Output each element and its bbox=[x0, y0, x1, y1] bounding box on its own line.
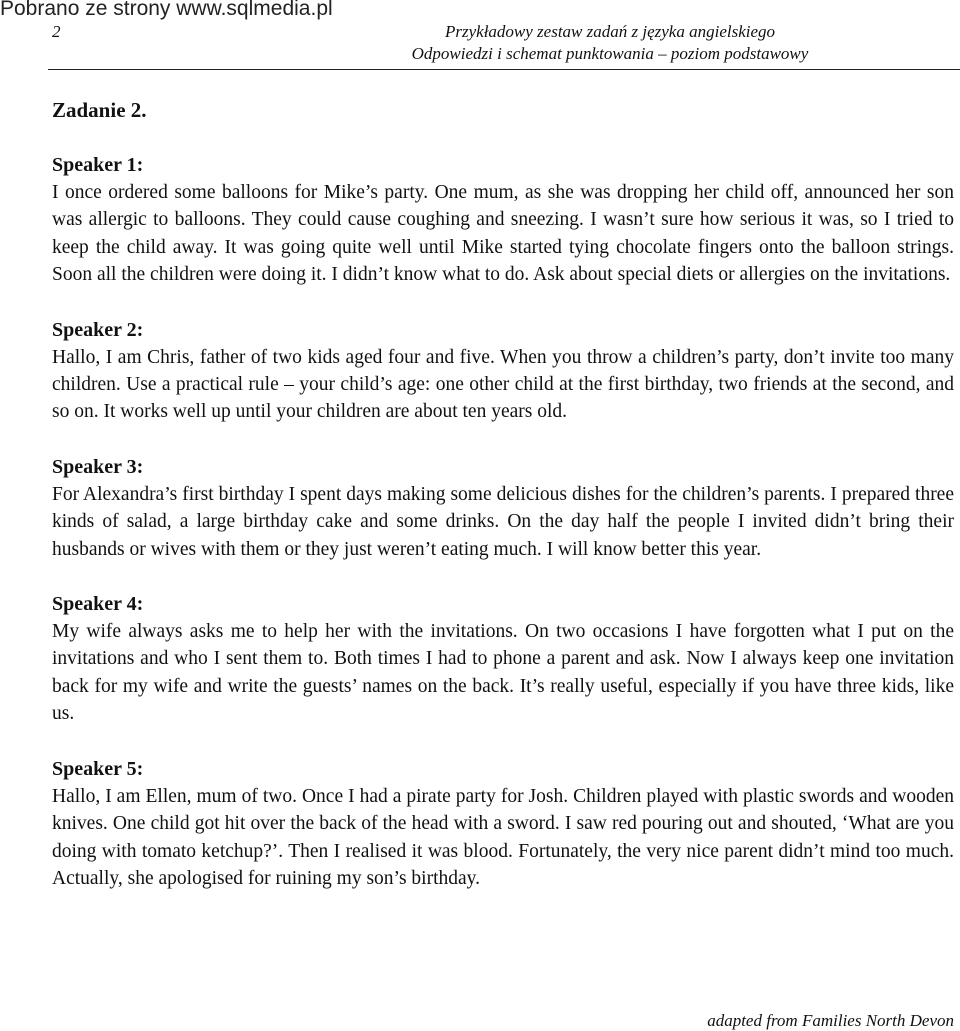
speaker-block-2 bbox=[52, 317, 954, 426]
page-number: 2 bbox=[52, 22, 61, 41]
speaker-text: Hallo, I am Chris, father of two kids aged four and five. When you throw a children’s party, don’t invite too many children. Use a practical rule – your child’s age: one other child at the first birthday, two friends at the second, and so on. It works well up until your children are about ten years old. bbox=[52, 346, 954, 423]
speaker-label: Speaker 4: bbox=[52, 593, 144, 616]
header-title-line2: Odpowiedzi i schemat punktowania – poziom podstawowy bbox=[411, 44, 809, 63]
speaker-text: I once ordered some balloons for Mike’s party. One mum, as she was dropping her child off, announced her son was allergic to balloons. They could cause coughing and sneezing. I wasn’t sure how serious it was, so I tried to keep the child away. It was going quite well until Mike started tying chocolate fingers onto the balloon strings. Soon all the children were doing it. I didn’t know what to do. Ask about special diets or allergies on the invitations. bbox=[52, 182, 954, 286]
speaker-block-4 bbox=[52, 591, 954, 728]
header-title-line1: Przykładowy zestaw zadań z języka angielskiego bbox=[444, 22, 776, 41]
speaker-label: Speaker 5: bbox=[52, 757, 144, 780]
speaker-text: My wife always asks me to help her with the invitations. On two occasions I have forgotten what I put on the invitations and who I sent them to. Both times I had to phone a parent and ask. Now I always keep one invitation back for my wife and write the guests’ names on the back. It’s really useful, especially if you have three kids, like us. bbox=[52, 621, 954, 725]
speaker-label: Speaker 2: bbox=[52, 318, 144, 341]
speaker-block-3 bbox=[52, 454, 954, 563]
watermark: Pobrano ze strony www.sqlmedia.pl bbox=[0, 0, 333, 20]
document-body bbox=[52, 97, 954, 920]
speaker-text: Hallo, I am Ellen, mum of two. Once I had a pirate party for Josh. Children played with plastic swords and wooden knives. One child got hit over the back of the head with a sword. I saw red pouring out and shouted, ‘What are you doing with tomato ketchup?’. Then I realised it was blood. Fortunately, the very nice parent didn’t mind too much. Actually, she apologised for ruining my son’s birthday. bbox=[52, 785, 954, 889]
speaker-block-1 bbox=[52, 152, 954, 289]
speaker-block-5 bbox=[52, 756, 954, 893]
speaker-text: For Alexandra’s first birthday I spent days making some delicious dishes for the children’s parents. I prepared three kinds of salad, a large birthday cake and some drinks. On the day half the people I invited didn’t bring their husbands or wives with them or they just weren’t eating much. I will know better this year. bbox=[52, 483, 954, 560]
header-divider bbox=[48, 69, 960, 70]
speaker-label: Speaker 1: bbox=[52, 154, 144, 176]
task-title: Zadanie 2. bbox=[52, 98, 147, 122]
source-attribution: adapted from Families North Devon bbox=[707, 1011, 954, 1030]
speaker-label: Speaker 3: bbox=[52, 455, 144, 478]
